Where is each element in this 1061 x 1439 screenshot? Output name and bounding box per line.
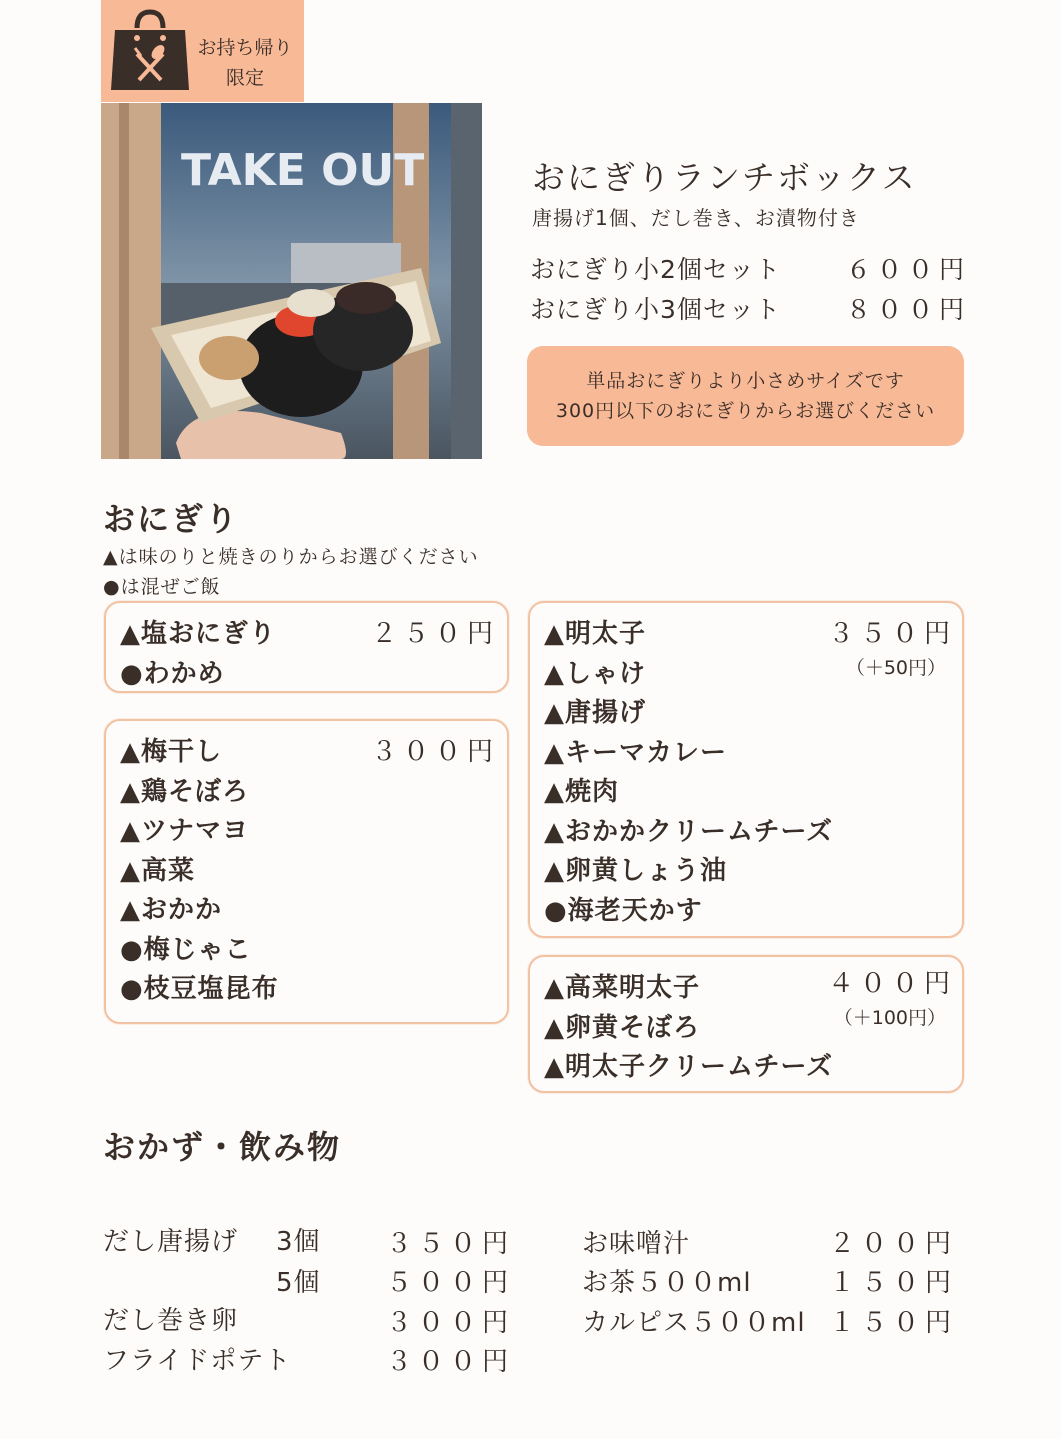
menu-item: ▲唐揚げ <box>544 698 646 728</box>
menu-box-250 <box>104 601 509 693</box>
menu-box-300 <box>104 719 509 1024</box>
sides-drinks-heading: おかず・飲み物 <box>103 1128 342 1166</box>
menu-item: ▲しゃけ <box>544 659 646 689</box>
menu-item: ▲ツナマヨ <box>120 816 249 846</box>
box-extra-charge: （＋50円） <box>845 657 946 679</box>
drink-price: １５０円 <box>828 1308 957 1338</box>
menu-item: ▲おかかクリームチーズ <box>544 817 834 847</box>
lunchbox-note <box>527 346 964 446</box>
drink-name: お茶５００ml <box>582 1268 752 1298</box>
side-name: だし唐揚げ <box>103 1227 239 1257</box>
takeout-photo <box>101 103 482 459</box>
side-price: ３００円 <box>386 1308 515 1338</box>
side-name: フライドポテト <box>103 1346 292 1376</box>
box-price: ４００円 <box>827 969 956 999</box>
set-price: ６００円 <box>845 255 970 284</box>
menu-item: ▲鶏そぼろ <box>120 777 249 807</box>
menu-item: ▲梅干し <box>120 737 222 767</box>
side-price: ３００円 <box>386 1347 515 1377</box>
side-name: だし巻き卵 <box>103 1306 239 1336</box>
onigiri-note-2: ●は混ぜご飯 <box>103 576 221 598</box>
box-price: ２５０円 <box>370 619 499 649</box>
menu-item: ●梅じゃこ <box>120 935 252 965</box>
menu-item: ▲高菜 <box>120 856 195 886</box>
onigiri-heading: おにぎり <box>103 500 240 538</box>
badge-text <box>189 33 301 93</box>
lunchbox-set-2 <box>530 250 970 284</box>
menu-item: ▲焼肉 <box>544 777 619 807</box>
menu-item: ▲おかか <box>120 895 222 925</box>
takeout-bag-icon <box>109 8 191 94</box>
menu-item: ▲卵黄そぼろ <box>544 1013 700 1043</box>
menu-item: ▲明太子 <box>544 619 646 649</box>
menu-item: ▲明太子クリームチーズ <box>544 1052 834 1082</box>
side-price: ５００円 <box>386 1268 515 1298</box>
side-price: ３５０円 <box>386 1229 515 1259</box>
menu-item: ▲塩おにぎり <box>120 619 276 649</box>
lunchbox-subtitle: 唐揚げ1個、だし巻き、お漬物付き <box>532 206 860 230</box>
drink-price: ２００円 <box>828 1229 957 1259</box>
note-line: 単品おにぎりより小さめサイズです <box>586 370 905 392</box>
badge-line1: お持ち帰り <box>197 37 293 59</box>
side-qty: 3個 <box>276 1227 321 1257</box>
drink-name: カルピス５００ml <box>582 1308 806 1338</box>
menu-item: ▲高菜明太子 <box>544 973 700 1003</box>
onigiri-note-1: ▲は味のりと焼きのりからお選びください <box>103 546 479 568</box>
lunchbox-set-3 <box>530 290 970 324</box>
box-extra-charge: （＋100円） <box>833 1007 946 1029</box>
note-line: 300円以下のおにぎりからお選びください <box>555 400 936 422</box>
menu-item: ▲キーマカレー <box>544 738 727 768</box>
menu-box-350 <box>528 601 964 938</box>
takeout-only-badge <box>101 0 304 102</box>
drink-price: １５０円 <box>828 1268 957 1298</box>
set-name: おにぎり小3個セット <box>530 295 781 324</box>
badge-line2: 限定 <box>225 67 264 89</box>
menu-item: ▲卵黄しょう油 <box>544 856 727 886</box>
set-name: おにぎり小2個セット <box>530 255 781 284</box>
menu-item: ●枝豆塩昆布 <box>120 974 279 1004</box>
take-out-sign-text: TAKE OUT <box>181 145 425 196</box>
box-price: ３５０円 <box>827 619 956 649</box>
side-qty: 5個 <box>276 1268 321 1298</box>
box-price: ３００円 <box>370 737 499 767</box>
set-price: ８００円 <box>845 295 970 324</box>
menu-box-400 <box>528 955 964 1093</box>
menu-item: ●海老天かす <box>544 896 703 926</box>
lunchbox-title: おにぎりランチボックス <box>532 158 917 197</box>
drink-name: お味噌汁 <box>582 1229 691 1259</box>
menu-item: ●わかめ <box>120 659 225 689</box>
